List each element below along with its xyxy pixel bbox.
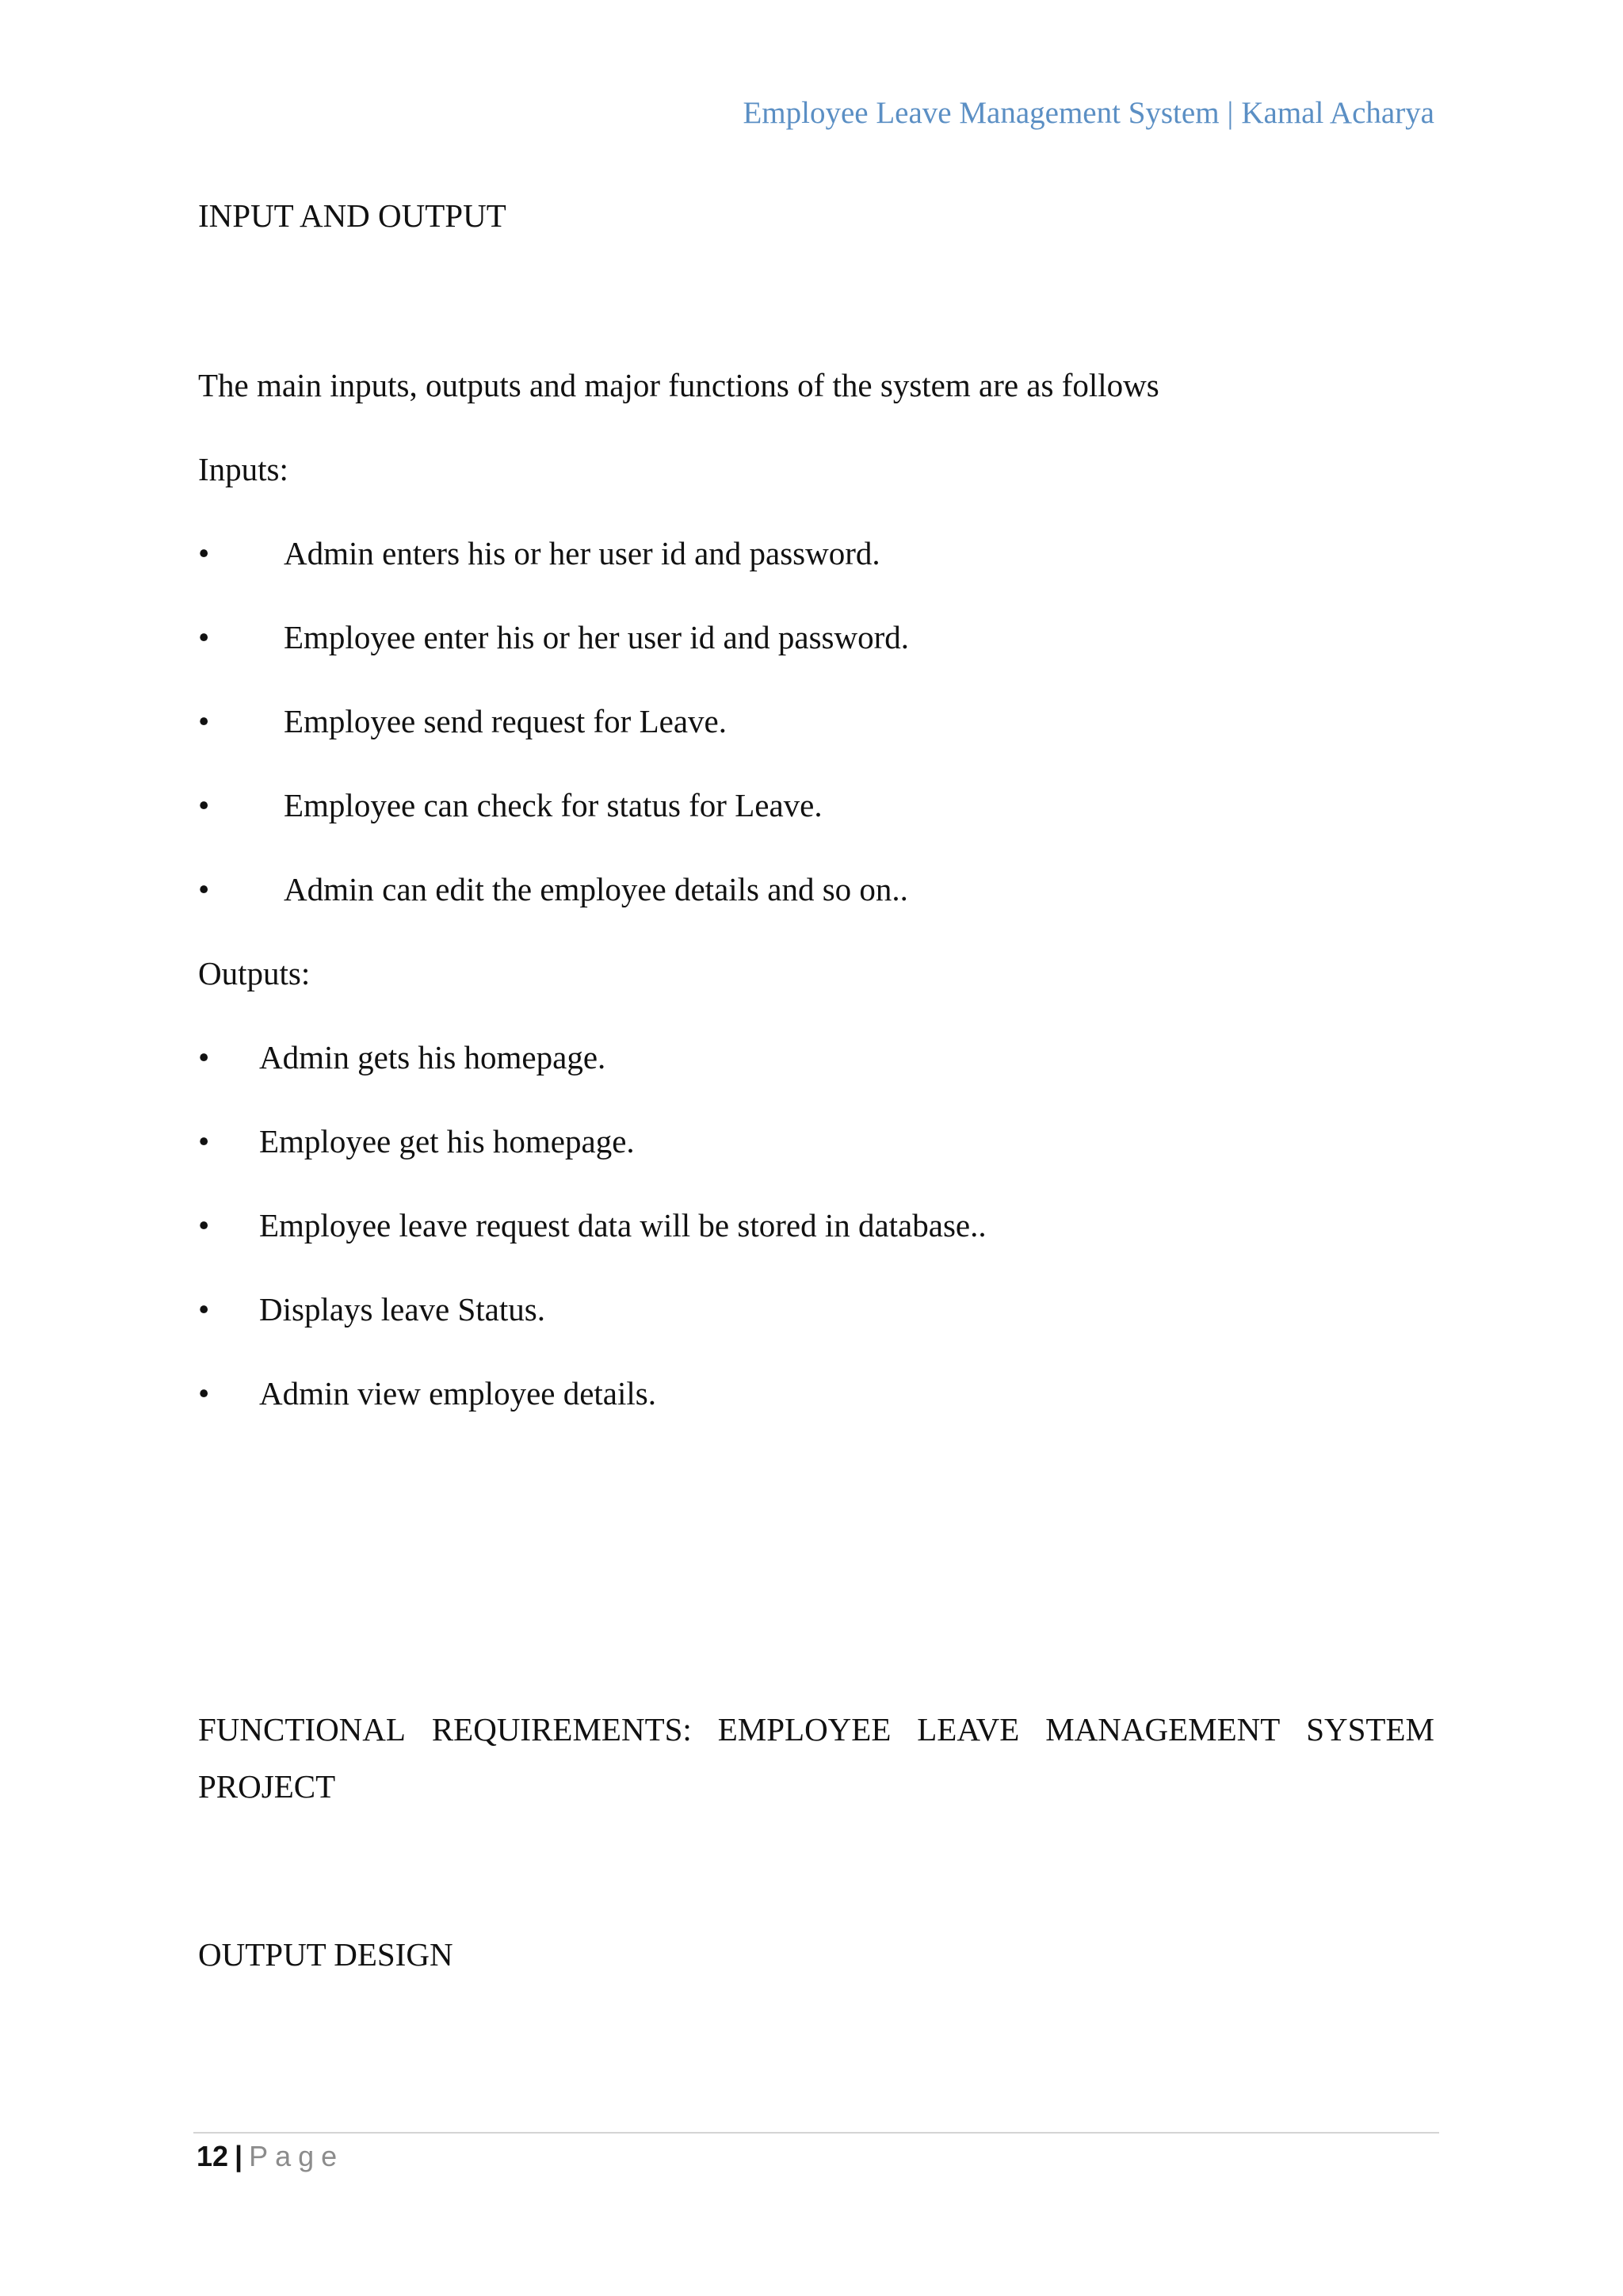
list-item-text: Admin gets his homepage. [259,1039,606,1075]
list-item-text: Employee leave request data will be stored in database.. [259,1207,987,1244]
bullet-marker: • [198,871,210,907]
bullet-marker: • [198,787,210,823]
inputs-label: Inputs: [198,451,288,487]
intro-paragraph: The main inputs, outputs and major functions of the system are as follows [198,367,1159,403]
heading-word: FUNCTIONAL [198,1711,406,1748]
header-author: Kamal Acharya [1241,96,1434,130]
list-item-text: Employee can check for status for Leave. [284,787,823,823]
header-title: Employee Leave Management System [743,96,1220,130]
heading-word: REQUIREMENTS: [431,1711,692,1748]
footer-separator: | [235,2140,243,2172]
list-item-text: Displays leave Status. [259,1291,545,1328]
bullet-marker: • [198,1291,210,1328]
bullet-marker: • [198,1375,210,1412]
heading-word: MANAGEMENT [1045,1711,1281,1748]
page-number: 12 [197,2140,229,2172]
bullet-marker: • [198,535,210,571]
list-item-text: Employee enter his or her user id and password. [284,619,910,655]
heading-word: EMPLOYEE [717,1711,892,1748]
section-heading-output-design: OUTPUT DESIGN [198,1936,453,1973]
bullet-marker: • [198,1039,210,1075]
list-item-text: Employee get his homepage. [259,1123,635,1159]
heading-word: SYSTEM [1306,1711,1434,1748]
bullet-marker: • [198,703,210,739]
heading-word: LEAVE [917,1711,1020,1748]
page-label: Page [249,2140,345,2172]
list-item-text: Admin can edit the employee details and so on.. [284,871,908,907]
list-item-text: Employee send request for Leave. [284,703,727,739]
section-heading-input-output: INPUT AND OUTPUT [198,197,506,234]
section-heading-functional-requirements [198,1710,1434,1805]
page-footer [197,2140,344,2173]
header-separator: | [1227,96,1234,130]
outputs-label: Outputs: [198,955,311,991]
bullet-marker: • [198,1207,210,1244]
list-item-text: Admin enters his or her user id and password. [284,535,880,571]
list-item-text: Admin view employee details. [259,1375,656,1412]
footer-divider [193,2132,1439,2134]
bullet-marker: • [198,1123,210,1159]
heading-line-2: PROJECT [198,1768,336,1805]
running-header [743,95,1434,131]
bullet-marker: • [198,619,210,655]
